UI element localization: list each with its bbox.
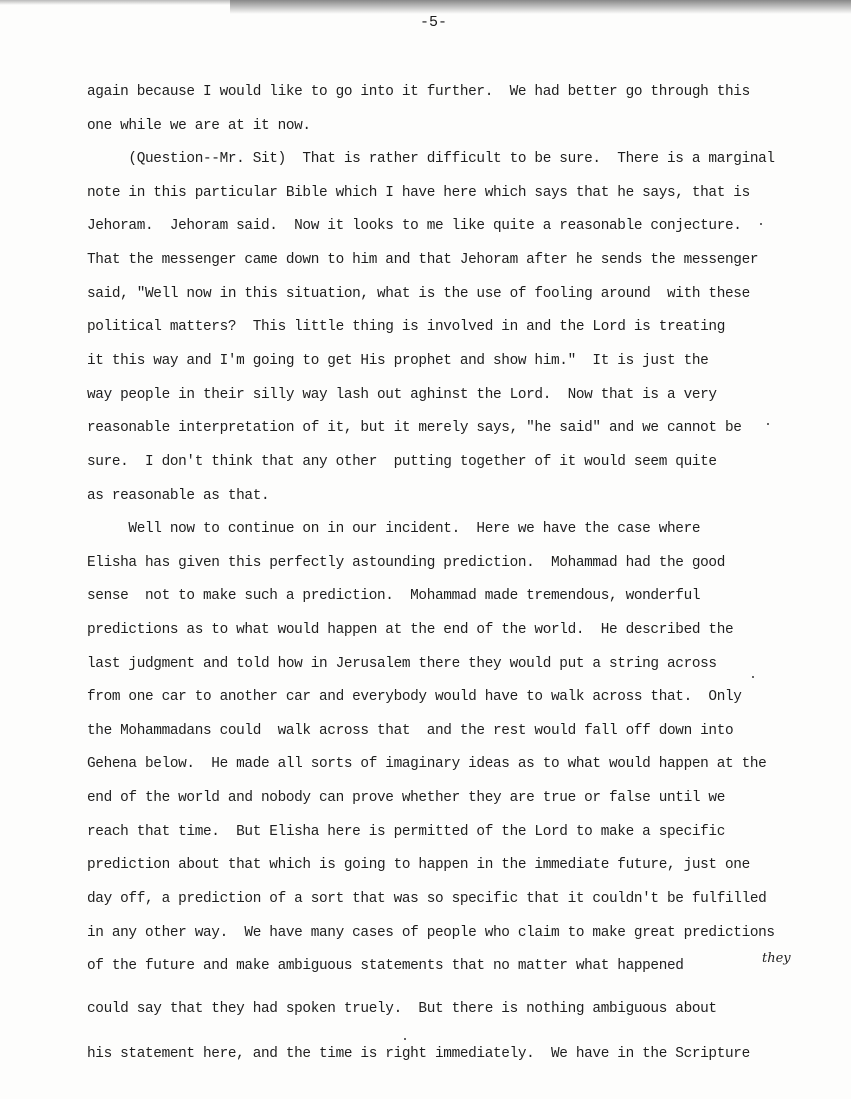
text-line: Jehoram. Jehoram said. Now it looks to me like quite a reasonable conjecture. <box>87 218 742 234</box>
text-line: Gehena below. He made all sorts of imaginary ideas as to what would happen at the <box>87 756 767 772</box>
text-line: sure. I don't think that any other putting together of it would seem quite <box>87 454 717 470</box>
text-line: reach that time. But Elisha here is permitted of the Lord to make a specific <box>87 824 726 840</box>
text-line: it this way and I'm going to get His prophet and show him." It is just the <box>87 353 709 369</box>
text-line: Elisha has given this perfectly astounding prediction. Mohammad had the good <box>87 555 726 571</box>
text-line: day off, a prediction of a sort that was so specific that it couldn't be fulfilled <box>87 891 767 907</box>
text-line: sense not to make such a prediction. Mohammad made tremendous, wonderful <box>87 588 701 604</box>
ink-speck <box>404 1038 406 1040</box>
text-line: (Question--Mr. Sit) That is rather difficult to be sure. There is a marginal <box>87 151 775 167</box>
ink-speck <box>760 223 762 225</box>
text-line: of the future and make ambiguous statements that no matter what happened <box>87 958 684 974</box>
page-number: -5- <box>420 14 448 31</box>
text-line: his statement here, and the time is right immediately. We have in the Scripture <box>87 1046 750 1062</box>
text-line: prediction about that which is going to happen in the immediate future, just one <box>87 857 750 873</box>
ink-speck <box>752 676 754 678</box>
text-line: end of the world and nobody can prove whether they are true or false until we <box>87 790 726 806</box>
text-line: could say that they had spoken truely. But there is nothing ambiguous about <box>87 1001 717 1017</box>
scan-edge-shadow-left <box>0 0 230 5</box>
text-line: as reasonable as that. <box>87 488 270 504</box>
text-line: That the messenger came down to him and that Jehoram after he sends the messenger <box>87 252 759 268</box>
text-line: the Mohammadans could walk across that and the rest would fall off down into <box>87 723 734 739</box>
text-line: note in this particular Bible which I have here which says that he says, that is <box>87 185 750 201</box>
text-line: in any other way. We have many cases of people who claim to make great predictions <box>87 925 775 941</box>
text-line: way people in their silly way lash out aghinst the Lord. Now that is a very <box>87 387 717 403</box>
text-line: again because I would like to go into it further. We had better go through this <box>87 84 750 100</box>
text-line: political matters? This little thing is involved in and the Lord is treating <box>87 319 726 335</box>
scan-edge-shadow <box>230 0 851 14</box>
text-line: from one car to another car and everybody would have to walk across that. Only <box>87 689 742 705</box>
text-line: last judgment and told how in Jerusalem there they would put a string across <box>87 656 717 672</box>
text-line: one while we are at it now. <box>87 118 311 134</box>
text-line: Well now to continue on in our incident. Here we have the case where <box>87 521 701 537</box>
handwritten-insert: they <box>762 951 791 966</box>
text-line: reasonable interpretation of it, but it merely says, "he said" and we cannot be <box>87 420 742 436</box>
text-line: said, "Well now in this situation, what is the use of fooling around with these <box>87 286 750 302</box>
text-line: predictions as to what would happen at the end of the world. He described the <box>87 622 734 638</box>
ink-speck <box>767 423 769 425</box>
